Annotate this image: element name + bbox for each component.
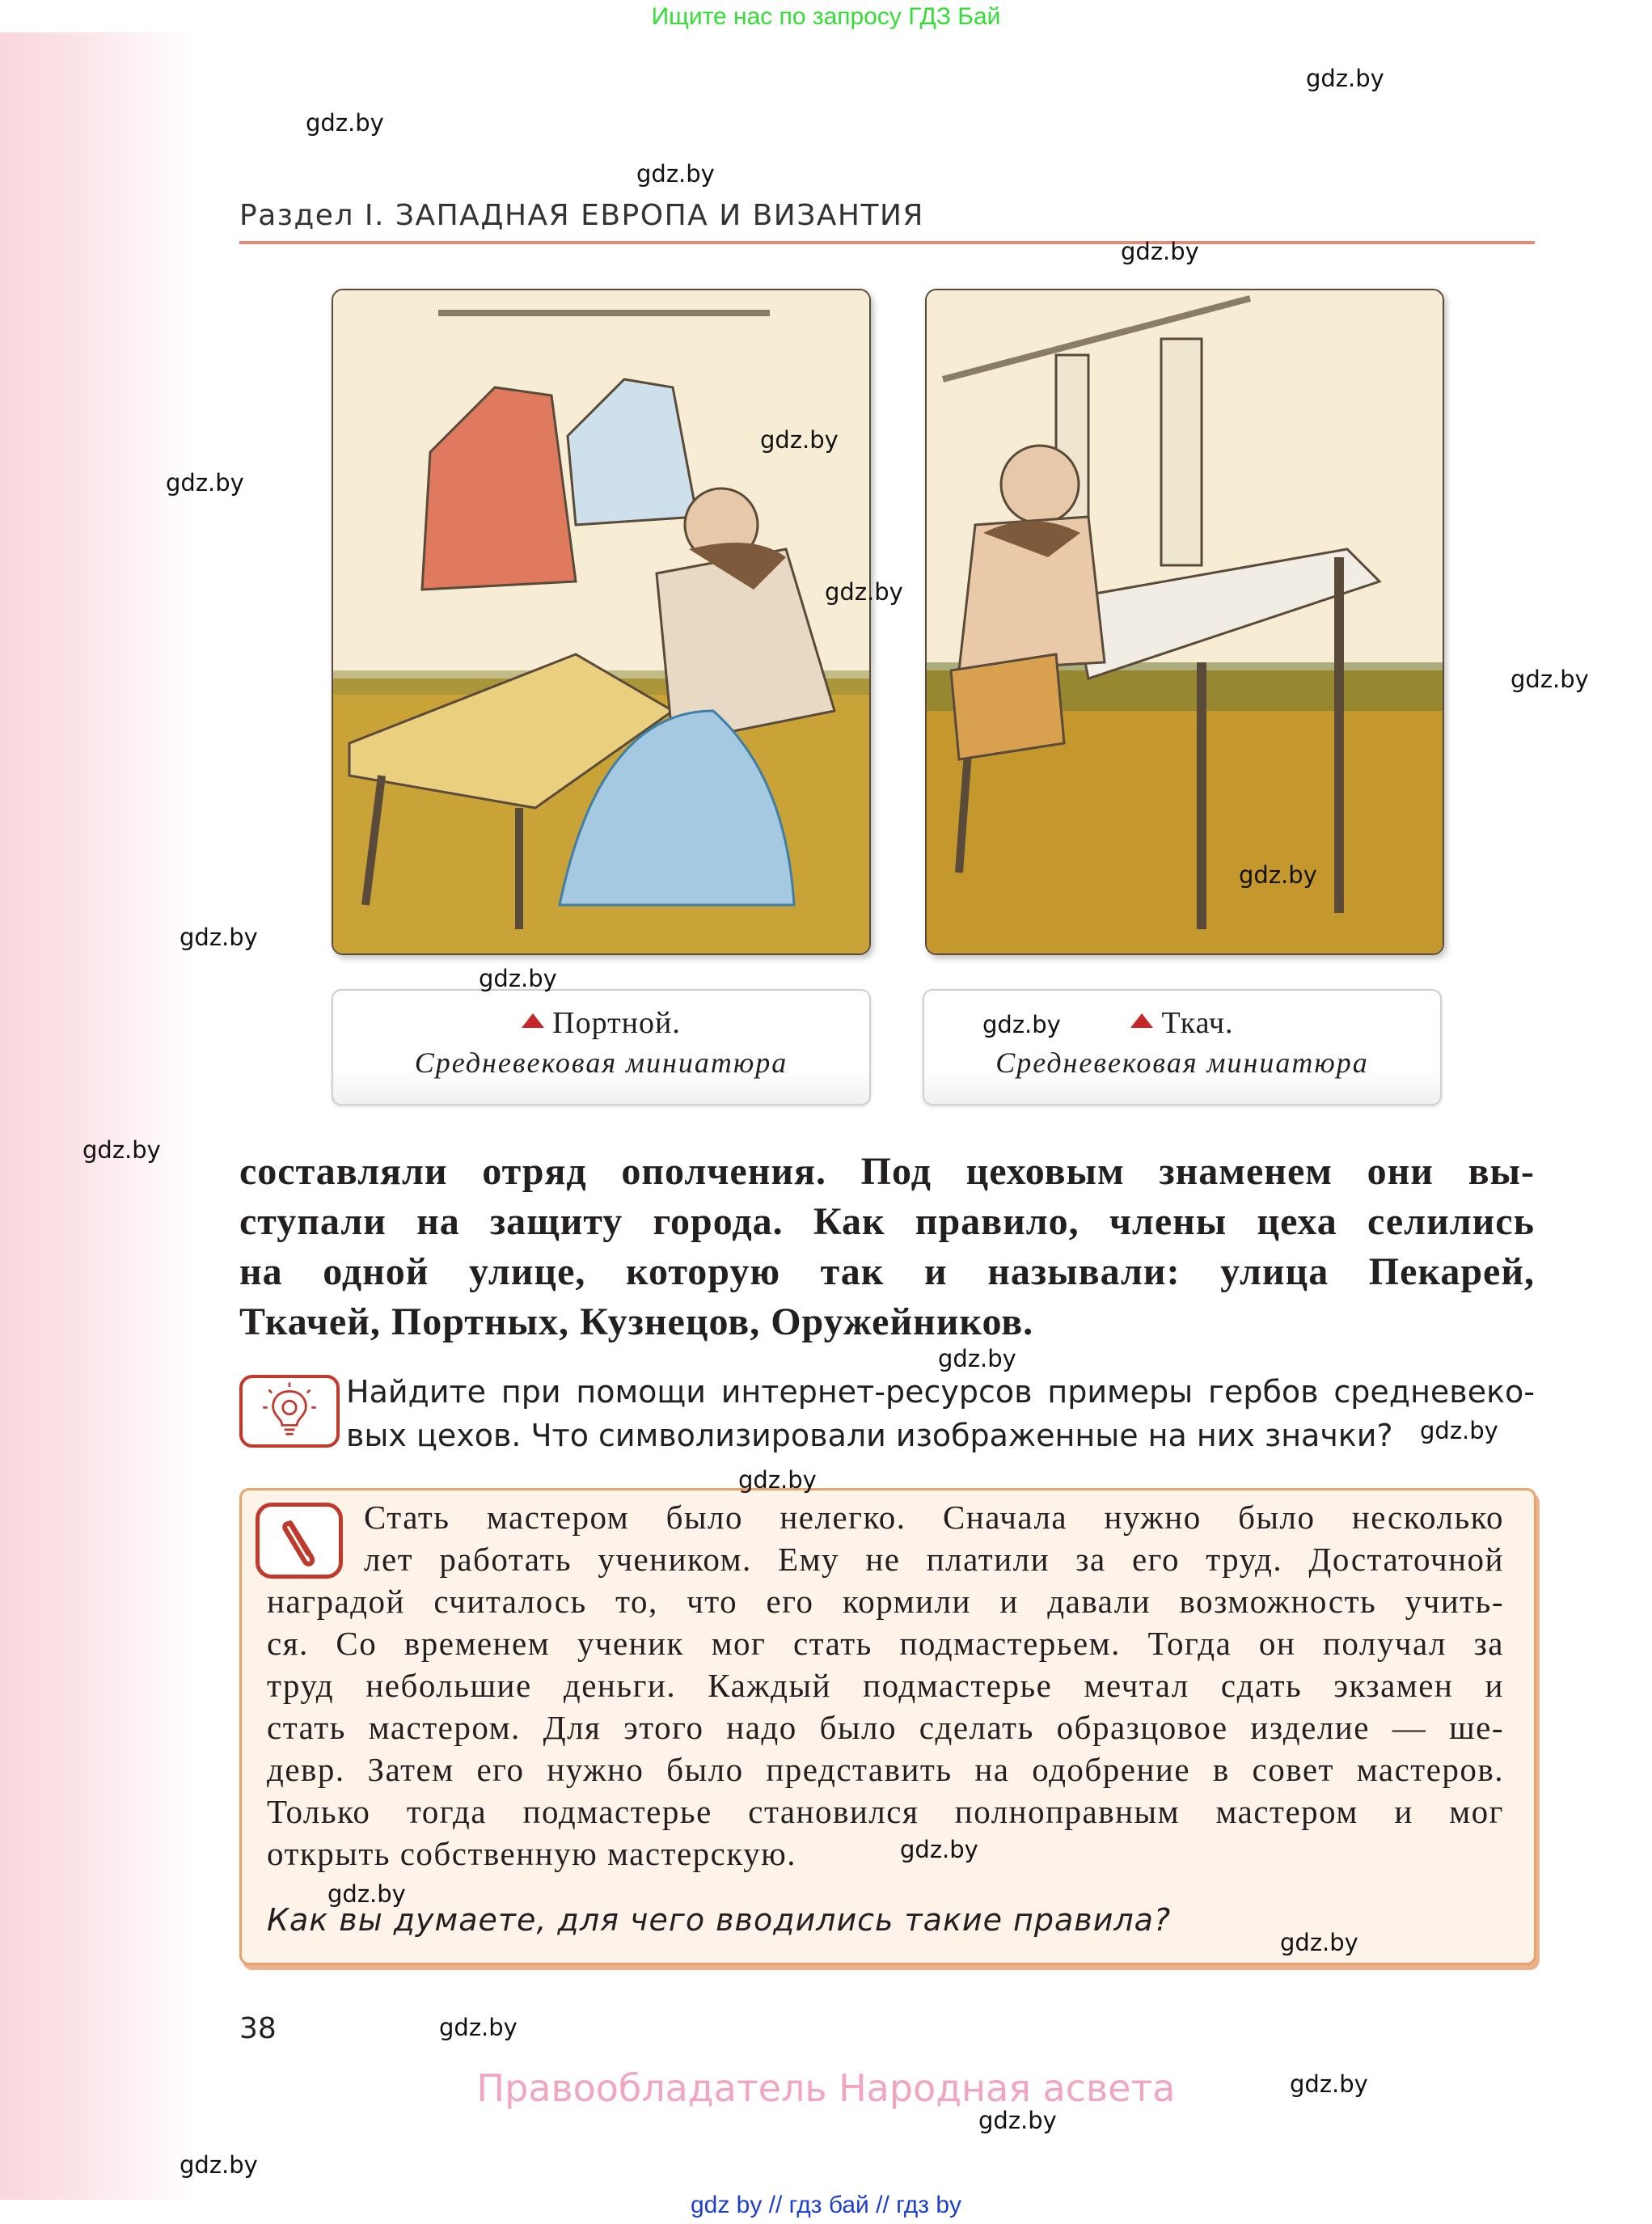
note-line: ся. Со временем ученик мог стать подмастерьем. Тогда он получал за <box>267 1625 1504 1662</box>
watermark: gdz.by <box>1306 65 1384 92</box>
watermark: gdz.by <box>82 1136 161 1164</box>
page-margin-gradient <box>0 32 194 2200</box>
watermark: gdz.by <box>1290 2070 1368 2098</box>
watermark: gdz.by <box>1420 1417 1498 1444</box>
body-paragraph <box>239 1147 1535 1347</box>
note-line: Только тогда подмастерье становился полноправным мастером и мог <box>267 1793 1504 1830</box>
page-number: 38 <box>239 2012 277 2045</box>
watermark: gdz.by <box>636 160 715 188</box>
note-line: труд небольшие деньги. Каждый подмастерье мечтал сдать экзамен и <box>267 1667 1504 1704</box>
note-line: стать мастером. Для этого надо было сделать образцовое изделие — ше- <box>267 1709 1504 1746</box>
note-line: лет работать учеником. Ему не платили за его труд. Достаточной <box>364 1541 1504 1578</box>
header-rule <box>239 241 1535 244</box>
caption-subtitle: Средневековая миниатюра <box>995 1046 1369 1079</box>
watermark: gdz.by <box>900 1836 978 1863</box>
watermark: gdz.by <box>982 1011 1061 1038</box>
watermark: gdz.by <box>738 1466 817 1494</box>
watermark: gdz.by <box>180 924 258 951</box>
section-header: Раздел I. ЗАПАДНАЯ ЕВРОПА И ВИЗАНТИЯ <box>239 199 924 232</box>
watermark: gdz.by <box>439 2014 518 2041</box>
watermark: gdz.by <box>1239 861 1317 889</box>
task-line: Найдите при помощи интернет-ресурсов примеры гербов средневеко- <box>346 1374 1535 1410</box>
watermark: gdz.by <box>1121 238 1199 265</box>
note-line: Стать мастером было нелегко. Сначала нужно было несколько <box>364 1499 1504 1536</box>
watermark: gdz.by <box>327 1880 406 1908</box>
caption-title: Ткач. <box>1161 1006 1234 1040</box>
note-text <box>267 1496 1504 1875</box>
caption-tailor <box>332 989 871 1106</box>
body-line: составляли отряд ополчения. Под цеховым знаменем они вы- <box>239 1150 1535 1193</box>
body-line: на одной улице, которую так и называли: улица Пекарей, <box>239 1250 1535 1293</box>
tailor-miniature-image <box>332 289 871 955</box>
task-line: вых цехов. Что символизировали изображенные на них значки? <box>346 1418 1393 1453</box>
watermark: gdz.by <box>978 2107 1057 2134</box>
caption-subtitle: Средневековая миниатюра <box>414 1046 788 1079</box>
note-line: наградой считалось то, что его кормили и давали возможность учить- <box>267 1583 1504 1620</box>
watermark: gdz.by <box>1510 666 1589 693</box>
triangle-marker-icon <box>1130 1013 1153 1028</box>
watermark: gdz.by <box>938 1345 1016 1372</box>
watermark: gdz.by <box>1280 1929 1358 1956</box>
note-question: Как вы думаете, для чего вводились такие правила? <box>267 1902 1172 1938</box>
bottom-links[interactable]: gdz by // гдз бай // гдз by <box>690 2192 962 2218</box>
note-line: открыть собственную мастерскую. <box>267 1835 797 1872</box>
watermark: gdz.by <box>306 109 384 137</box>
triangle-marker-icon <box>522 1013 544 1028</box>
watermark: gdz.by <box>166 469 244 497</box>
watermark: gdz.by <box>180 2151 258 2179</box>
copyright-notice: Правообладатель Народная асвета <box>476 2066 1176 2110</box>
caption-title: Портной. <box>552 1006 681 1040</box>
caption-weaver <box>923 989 1442 1106</box>
search-banner[interactable]: Ищите нас по запросу ГДЗ Бай <box>651 3 1001 30</box>
lightbulb-gear-icon <box>239 1375 340 1448</box>
weaver-miniature-image <box>925 289 1444 955</box>
watermark: gdz.by <box>479 965 557 992</box>
body-line: Ткачей, Портных, Кузнецов, Оружейников. <box>239 1300 1034 1343</box>
task-text <box>346 1370 1535 1457</box>
note-line: девр. Затем его нужно было представить на одобрение в совет мастеров. <box>267 1751 1504 1788</box>
watermark: gdz.by <box>760 426 839 454</box>
body-line: ступали на защиту города. Как правило, члены цеха селились <box>239 1200 1535 1243</box>
watermark: gdz.by <box>825 578 903 606</box>
